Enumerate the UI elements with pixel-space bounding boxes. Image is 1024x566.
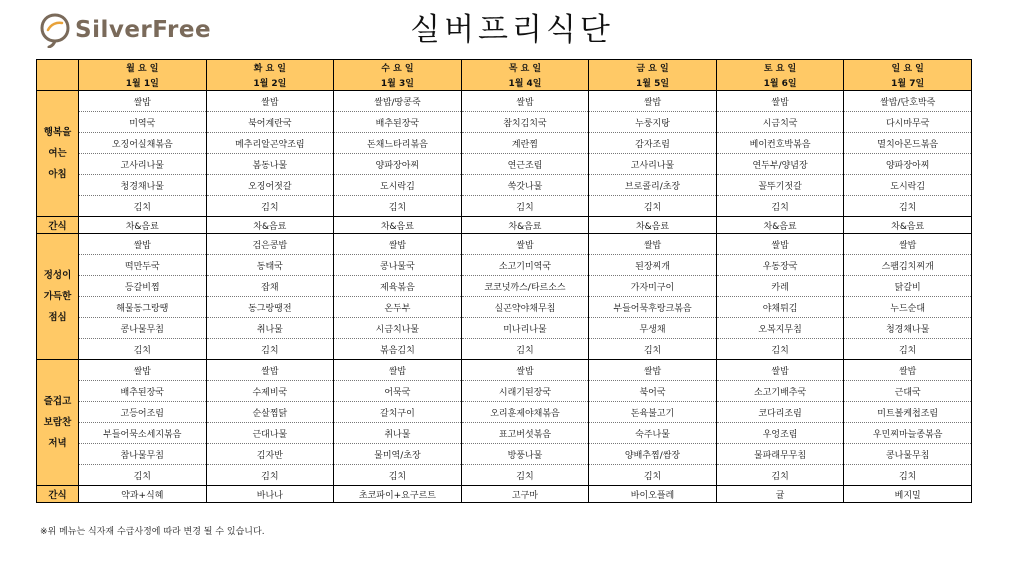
menu-item: 멸치아몬드볶음 [844,133,972,154]
menu-item: 배추된장국 [79,381,207,402]
menu-item: 카레 [716,276,844,297]
menu-item: 배추된장국 [334,112,462,133]
menu-item: 우동장국 [716,255,844,276]
dinner-row [37,444,972,465]
day-header: 금 요 일 [589,60,717,76]
snack-item: 차&음료 [461,217,589,234]
menu-item: 김치 [79,339,207,360]
day-header: 화 요 일 [206,60,334,76]
breakfast-row [37,91,972,112]
lunch-row [37,255,972,276]
menu-item: 누룽지탕 [589,112,717,133]
snack1-label: 간식 [37,217,79,234]
corner-cell [37,60,79,91]
menu-item: 도시락김 [334,175,462,196]
menu-item: 숙주나물 [589,423,717,444]
menu-item: 쌀밥 [334,360,462,381]
menu-item: 제육볶음 [334,276,462,297]
menu-item: 오복지무침 [716,318,844,339]
menu-item: 스팸김치찌개 [844,255,972,276]
snack-item: 차&음료 [334,217,462,234]
menu-item: 김치 [589,465,717,486]
menu-item: 우민찌마늘종볶음 [844,423,972,444]
breakfast-row [37,112,972,133]
menu-item: 북어국 [589,381,717,402]
menu-item: 쌀밥 [206,360,334,381]
menu-item: 베이컨호박볶음 [716,133,844,154]
menu-item: 쌀밥 [844,360,972,381]
lunch-label-line: 점심 [48,312,67,323]
menu-item: 김치 [461,465,589,486]
menu-item: 참나물무침 [79,444,207,465]
snack-item: 약과+식혜 [79,486,207,503]
menu-item: 동태국 [206,255,334,276]
date-header: 1월 1일 [79,75,207,91]
snack-item: 차&음료 [589,217,717,234]
menu-item: 부들어묵후랑크볶음 [589,297,717,318]
menu-item: 쌀밥/땅콩죽 [334,91,462,112]
menu-item: 가자미구이 [589,276,717,297]
menu-item: 소고기미역국 [461,255,589,276]
day-header-row [37,60,972,76]
date-header: 1월 5일 [589,75,717,91]
menu-item: 도시락김 [844,175,972,196]
menu-item: 김치 [334,465,462,486]
menu-item: 계란찜 [461,133,589,154]
menu-item: 방풍나물 [461,444,589,465]
menu-item: 김치 [79,196,207,217]
snack-item: 바나나 [206,486,334,503]
menu-item: 김치 [461,196,589,217]
menu-item: 잡채 [206,276,334,297]
menu-item: 볶음김치 [334,339,462,360]
menu-item: 오징어젓갈 [206,175,334,196]
lunch-row [37,234,972,255]
menu-item: 김치 [716,339,844,360]
menu-item: 김치 [79,465,207,486]
weekly-menu-table [36,59,972,503]
menu-item: 쌀밥 [206,91,334,112]
snack-item: 바이오플레 [589,486,717,503]
menu-item: 오징어실채볶음 [79,133,207,154]
menu-item: 시금치국 [716,112,844,133]
menu-item: 김치 [589,339,717,360]
breakfast-row [37,133,972,154]
menu-change-note: ※위 메뉴는 식자재 수급사정에 따라 변경 될 수 있습니다. [40,527,265,537]
menu-item: 등갈비찜 [79,276,207,297]
menu-item: 김치 [716,465,844,486]
menu-item: 취나물 [334,423,462,444]
logo-text: SilverFree [75,17,212,43]
dinner-row [37,423,972,444]
menu-item: 코다리조림 [716,402,844,423]
menu-item: 쌀밥 [461,234,589,255]
menu-item: 취나물 [206,318,334,339]
menu-item: 동그랑땡전 [206,297,334,318]
menu-item: 쌀밥 [716,234,844,255]
menu-item: 소고기배추국 [716,381,844,402]
breakfast-label-line: 여는 [48,148,67,159]
lunch-label [37,234,79,360]
menu-item: 쌀밥 [589,234,717,255]
menu-item: 순살찜닭 [206,402,334,423]
lunch-label-line: 정성이 [43,270,72,281]
menu-item: 청경채나물 [844,318,972,339]
menu-item: 연두부/양념장 [716,154,844,175]
menu-item: 부들어묵소세지볶음 [79,423,207,444]
page-title: 실버프리식단 [410,12,614,48]
menu-item: 야채튀김 [716,297,844,318]
snack-item: 차&음료 [206,217,334,234]
menu-item: 쌀밥 [79,91,207,112]
menu-item: 김치 [206,339,334,360]
menu-item: 물파래무무침 [716,444,844,465]
dinner-row [37,360,972,381]
menu-item: 코코넛까스/타르소스 [461,276,589,297]
breakfast-row [37,196,972,217]
menu-item: 돈채느타리볶음 [334,133,462,154]
menu-item: 김치 [716,196,844,217]
day-header: 수 요 일 [334,60,462,76]
menu-item: 오리훈제야채볶음 [461,402,589,423]
menu-item: 쌀밥 [716,360,844,381]
dinner-row [37,465,972,486]
menu-item: 브로콜리/초장 [589,175,717,196]
date-header: 1월 6일 [716,75,844,91]
lunch-row [37,297,972,318]
menu-item: 우엉조림 [716,423,844,444]
menu-item: 물미역/초장 [334,444,462,465]
menu-item: 쌀밥 [79,234,207,255]
day-header: 목 요 일 [461,60,589,76]
menu-item: 된장찌개 [589,255,717,276]
menu-item: 온두부 [334,297,462,318]
menu-item: 콩나물국 [334,255,462,276]
snack-item: 초코파이+요구르트 [334,486,462,503]
menu-item: 고사리나물 [589,154,717,175]
menu-item: 미트볼케첩조림 [844,402,972,423]
menu-item: 근대국 [844,381,972,402]
breakfast-label-line: 아침 [48,169,67,180]
menu-item: 연근조림 [461,154,589,175]
menu-item: 떡만두국 [79,255,207,276]
day-header: 토 요 일 [716,60,844,76]
dinner-row [37,402,972,423]
menu-item: 김치 [844,339,972,360]
menu-item: 양파장아찌 [334,154,462,175]
menu-item: 콩나물무침 [79,318,207,339]
menu-item: 수제비국 [206,381,334,402]
menu-item: 쌀밥/단호박죽 [844,91,972,112]
menu-item: 어묵국 [334,381,462,402]
snack2-label: 간식 [37,486,79,503]
menu-item: 쌀밥 [844,234,972,255]
menu-item: 청경채나물 [79,175,207,196]
menu-item: 쌀밥 [716,91,844,112]
dinner-row [37,381,972,402]
menu-item: 쌀밥 [334,234,462,255]
menu-item: 쌀밥 [79,360,207,381]
snack-item: 고구마 [461,486,589,503]
lunch-row [37,318,972,339]
menu-item: 양파장아찌 [844,154,972,175]
breakfast-label [37,91,79,217]
day-header: 일 요 일 [844,60,972,76]
menu-item: 미역국 [79,112,207,133]
menu-item: 쌀밥 [461,91,589,112]
date-header: 1월 3일 [334,75,462,91]
menu-item: 메추리알곤약조림 [206,133,334,154]
snack1-row [37,217,972,234]
menu-item: 미나리나물 [461,318,589,339]
menu-item: 북어계란국 [206,112,334,133]
menu-item: 근대나물 [206,423,334,444]
menu-item: 콩나물무침 [844,444,972,465]
snack-item: 차&음료 [79,217,207,234]
lunch-row [37,276,972,297]
menu-item: 해물동그랑땡 [79,297,207,318]
menu-item: 김치 [206,465,334,486]
breakfast-row [37,175,972,196]
menu-item: 봄동나물 [206,154,334,175]
menu-item: 다시마무국 [844,112,972,133]
menu-item: 꼴뚜기젓갈 [716,175,844,196]
menu-item: 김치 [844,465,972,486]
snack-item: 차&음료 [844,217,972,234]
menu-item: 김자반 [206,444,334,465]
menu-item: 무생채 [589,318,717,339]
menu-item: 고등어조림 [79,402,207,423]
menu-item: 쑥갓나물 [461,175,589,196]
snack-item: 차&음료 [716,217,844,234]
dinner-label-line: 보람찬 [43,417,72,428]
date-header: 1월 4일 [461,75,589,91]
snack2-row [37,486,972,503]
lunch-row [37,339,972,360]
menu-item: 쌀밥 [461,360,589,381]
menu-item: 쌀밥 [589,91,717,112]
menu-item: 닭갈비 [844,276,972,297]
menu-item: 김치 [461,339,589,360]
snack-item: 귤 [716,486,844,503]
breakfast-row [37,154,972,175]
date-header: 1월 7일 [844,75,972,91]
menu-item: 양배추찜/쌈장 [589,444,717,465]
dinner-label [37,360,79,486]
dinner-label-line: 저녁 [48,438,67,449]
menu-item: 돈육불고기 [589,402,717,423]
breakfast-label-line: 행복을 [43,127,72,138]
menu-item: 쌀밥 [589,360,717,381]
lunch-label-line: 가득한 [43,291,72,302]
menu-item: 시금치나물 [334,318,462,339]
day-header: 월 요 일 [79,60,207,76]
menu-item: 표고버섯볶음 [461,423,589,444]
menu-item: 누드순대 [844,297,972,318]
menu-item: 실곤약야채무침 [461,297,589,318]
menu-item: 김치 [334,196,462,217]
date-header: 1월 2일 [206,75,334,91]
menu-item: 감자조림 [589,133,717,154]
menu-item: 김치 [844,196,972,217]
menu-item: 김치 [589,196,717,217]
dinner-label-line: 즐겁고 [43,396,72,407]
menu-item: 참치김치국 [461,112,589,133]
snack-item: 베지밀 [844,486,972,503]
menu-item: 갈치구이 [334,402,462,423]
menu-item: 김치 [206,196,334,217]
menu-item: 고사리나물 [79,154,207,175]
date-header-row [37,75,972,91]
menu-item: 검은콩밥 [206,234,334,255]
menu-item: 시래기된장국 [461,381,589,402]
